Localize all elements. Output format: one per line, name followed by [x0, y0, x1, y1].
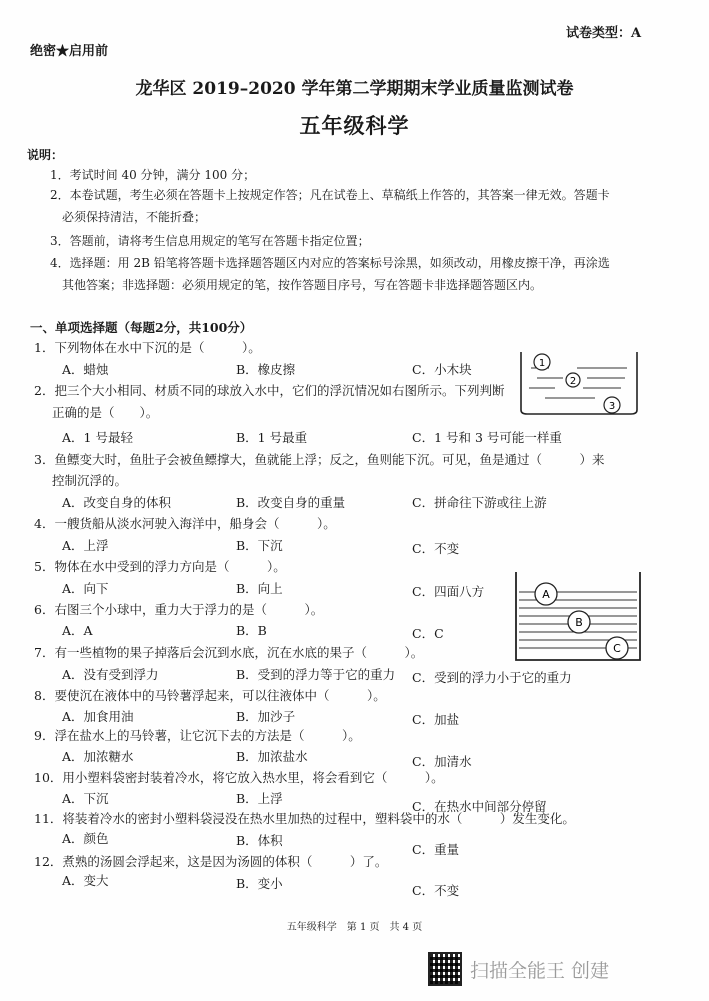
option-c: C．1 号和 3 号可能一样重	[412, 430, 562, 445]
option-c: C．不变	[412, 541, 460, 556]
option-c: C．受到的浮力小于它的重力	[412, 670, 572, 685]
option-b: B．B	[236, 623, 267, 638]
instruction-line: 2．本卷试题，考生必须在答题卡上按规定作答；凡在试卷上、草稿纸上作答的，其答案一律无效。答题卡	[50, 188, 610, 202]
option-b: B．橡皮擦	[236, 362, 296, 377]
option-c: C．小木块	[412, 362, 472, 377]
question-stem: 2．把三个大小相同、材质不同的球放入水中，它们的浮沉情况如右图所示。下列判断	[34, 383, 505, 398]
option-a: A．加浓糖水	[62, 749, 134, 764]
question-stem-cont: 控制沉浮的。	[52, 473, 128, 488]
ball-c-label: C	[613, 642, 621, 655]
option-b: B．受到的浮力等于它的重力	[236, 667, 396, 682]
option-a: A．向下	[62, 581, 109, 596]
option-a: A．变大	[62, 873, 109, 888]
page-footer: 五年级科学 第 1 页 共 4 页	[286, 922, 423, 933]
question-stem: 6．右图三个小球中，重力大于浮力的是（ ）。	[34, 602, 324, 617]
question-stem: 1．下列物体在水中下沉的是（ ）。	[34, 340, 261, 355]
ball-b-label: B	[575, 616, 583, 629]
paper-type: 试卷类型：A	[566, 26, 642, 41]
option-c: C．拼命往下游或往上游	[412, 495, 547, 510]
option-b: B．体积	[236, 833, 283, 848]
option-a: A．加食用油	[62, 709, 134, 724]
option-a: A．没有受到浮力	[62, 667, 159, 682]
option-a: A．上浮	[62, 538, 109, 553]
option-b: B．改变自身的重量	[236, 495, 346, 510]
option-c: C．四面八方	[412, 584, 485, 599]
option-b: B．下沉	[236, 538, 283, 553]
option-b: B．上浮	[236, 791, 283, 806]
option-a: A．蜡烛	[62, 362, 109, 377]
section-title: 一、单项选择题（每题2分，共100分）	[30, 320, 253, 335]
question-stem: 10．用小塑料袋密封装着冷水，将它放入热水里，将会看到它（ ）。	[34, 770, 444, 785]
option-a: A．下沉	[62, 791, 109, 806]
question-stem: 5．物体在水中受到的浮力方向是（ ）。	[34, 559, 286, 574]
option-c: C．C	[412, 626, 444, 641]
option-b: B．变小	[236, 876, 283, 891]
instruction-line: 必须保持清洁，不能折叠；	[62, 210, 207, 224]
figure-floating-balls	[517, 348, 641, 418]
secret-label: 绝密★启用前	[30, 44, 109, 59]
instruction-line: 4．选择题：用 2B 铅笔将答题卡选择题答题区内对应的答案标号涂黑，如须改动，用橡皮擦干净，再涂选	[50, 256, 610, 270]
option-a: A．A	[62, 623, 93, 638]
option-c: C．加清水	[412, 754, 472, 769]
watermark-text: 扫描全能王 创建	[470, 960, 610, 982]
question-stem: 3．鱼鳔变大时，鱼肚子会被鱼鳔撑大，鱼就能上浮；反之，鱼则能下沉。可见，鱼是通过（ ）来	[34, 452, 605, 467]
question-stem: 8．要使沉在液体中的马铃薯浮起来，可以往液体中（ ）。	[34, 688, 386, 703]
option-a: A．改变自身的体积	[62, 495, 172, 510]
ball-3-label: 3	[608, 401, 616, 412]
question-stem-cont: 正确的是（ ）。	[52, 405, 159, 420]
instructions-label: 说明：	[27, 148, 64, 162]
option-c: C．不变	[412, 883, 460, 898]
question-stem: 12．煮熟的汤圆会浮起来，这是因为汤圆的体积（ ）了。	[34, 854, 388, 869]
figure-balls-abc	[513, 568, 643, 664]
option-c: C．在热水中间部分停留	[412, 799, 547, 814]
instruction-line: 其他答案；非选择题：必须用规定的笔，按作答题目序号，写在答题卡非选择题答题区内。	[62, 278, 543, 292]
ball-a-label: A	[542, 588, 550, 601]
instruction-line: 1．考试时间 40 分钟，满分 100 分；	[50, 168, 256, 182]
option-c: C．加盐	[412, 712, 460, 727]
option-b: B．1 号最重	[236, 430, 308, 445]
option-a: A．颜色	[62, 831, 109, 846]
question-stem: 11．将装着冷水的密封小塑料袋浸没在热水里加热的过程中，塑料袋中的水（ ）发生变化。	[34, 811, 575, 826]
option-b: B．加浓盐水	[236, 749, 308, 764]
question-stem: 4．一艘货船从淡水河驶入海洋中，船身会（ ）。	[34, 516, 336, 531]
question-stem: 9．浮在盐水上的马铃薯，让它沉下去的方法是（ ）。	[34, 728, 361, 743]
page-subtitle: 五年级科学	[299, 113, 410, 138]
instruction-line: 3．答题前，请将考生信息用规定的笔写在答题卡指定位置；	[50, 234, 370, 248]
option-c: C．重量	[412, 842, 460, 857]
option-b: B．加沙子	[236, 709, 296, 724]
option-b: B．向上	[236, 581, 283, 596]
ball-1-label: 1	[538, 358, 546, 369]
option-a: A．1 号最轻	[62, 430, 133, 445]
page-title: 龙华区 2019–2020 学年第二学期期末学业质量监测试卷	[135, 79, 574, 99]
question-stem: 7．有一些植物的果子掉落后会沉到水底，沉在水底的果子（ ）。	[34, 645, 424, 660]
qr-code-icon	[428, 952, 462, 986]
ball-2-label: 2	[569, 376, 577, 387]
